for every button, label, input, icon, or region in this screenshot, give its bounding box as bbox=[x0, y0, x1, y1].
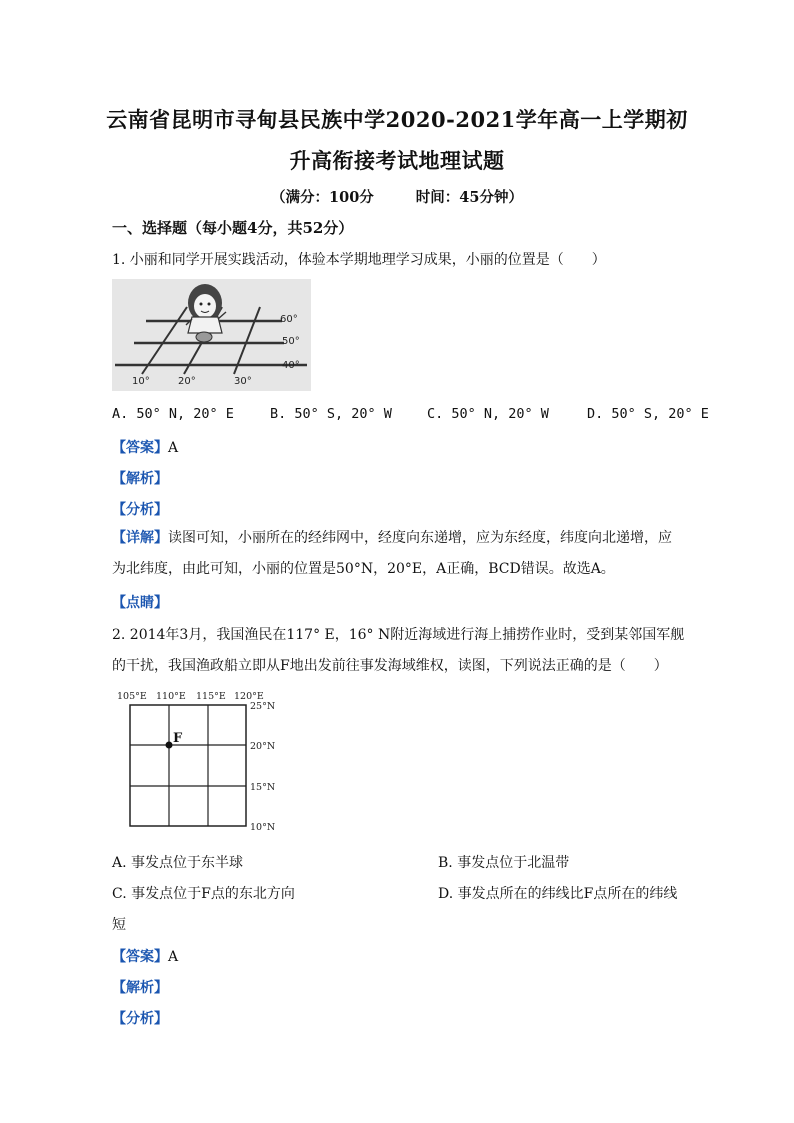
q2-option-d-continued: 短 bbox=[112, 917, 126, 933]
lon-label-105e: 105°E bbox=[117, 691, 147, 702]
section-heading: 一、选择题（每小题4分，共52分） bbox=[112, 219, 354, 237]
lon-label-115e: 115°E bbox=[196, 691, 226, 702]
q1-option-a: A. 50° N, 20° E bbox=[112, 406, 234, 422]
point-f-label: F bbox=[173, 731, 183, 746]
q2-stem-line2: 的干扰，我国渔政船立即从F地出发前往事发海域维权，读图，下列说法正确的是（ ） bbox=[112, 658, 668, 674]
answer-value: A bbox=[168, 440, 179, 456]
lat-label-50: 50° bbox=[282, 336, 300, 347]
answer-tag: 【答案】 bbox=[112, 949, 168, 965]
lat-label-15n: 15°N bbox=[250, 782, 276, 793]
lon-label-110e: 110°E bbox=[156, 691, 186, 702]
full-score: （满分：100分 bbox=[271, 189, 374, 206]
point-f-marker bbox=[166, 742, 173, 749]
q2-analysis-tag: 【解析】 bbox=[112, 980, 168, 996]
lat-label-25n: 25°N bbox=[250, 701, 276, 712]
q2-option-c: C. 事发点位于F点的东北方向 bbox=[112, 886, 295, 902]
q2-option-a: A. 事发点位于东半球 bbox=[112, 855, 244, 871]
q1-stem: 1. 小丽和同学开展实践活动，体验本学期地理学习成果，小丽的位置是（ ） bbox=[112, 252, 606, 268]
lon-label-120e: 120°E bbox=[234, 691, 264, 702]
lat-label-40: 40° bbox=[282, 360, 300, 371]
lon-label-10: 10° bbox=[132, 376, 150, 387]
q1-option-d: D. 50° S, 20° E bbox=[587, 406, 709, 422]
answer-tag: 【答案】 bbox=[112, 440, 168, 456]
detail-tag: 【详解】 bbox=[112, 530, 168, 546]
q2-graticule-figure bbox=[112, 688, 282, 834]
lat-label-10n: 10°N bbox=[250, 822, 276, 833]
q2-fenxi-tag: 【分析】 bbox=[112, 1011, 168, 1027]
q2-option-d: D. 事发点所在的纬线比F点所在的纬线 bbox=[438, 886, 678, 902]
page-title-line1: 云南省昆明市寻甸县民族中学2020-2021学年高一上学期初 bbox=[106, 107, 688, 132]
q1-fenxi-tag: 【分析】 bbox=[112, 502, 168, 518]
q2-answer bbox=[112, 946, 178, 966]
q1-option-c: C. 50° N, 20° W bbox=[427, 406, 549, 422]
grid-border bbox=[130, 705, 246, 826]
lat-label-20n: 20°N bbox=[250, 741, 276, 752]
q1-detail bbox=[112, 523, 684, 585]
q1-dianjing-tag: 【点睛】 bbox=[112, 595, 168, 611]
q1-answer bbox=[112, 437, 178, 457]
lat-label-60: 60° bbox=[280, 314, 298, 325]
exam-meta bbox=[0, 186, 794, 207]
q1-option-b: B. 50° S, 20° W bbox=[270, 406, 392, 422]
q1-graticule-figure bbox=[112, 279, 311, 391]
lon-label-20: 20° bbox=[178, 376, 196, 387]
q2-stem-line1: 2. 2014年3月，我国渔民在117° E，16° N附近海域进行海上捕捞作业时，受到某邻国军舰 bbox=[112, 627, 685, 643]
answer-value: A bbox=[168, 949, 179, 965]
q2-option-b: B. 事发点位于北温带 bbox=[438, 855, 570, 871]
detail-text: 读图可知，小丽所在的经纬网中，经度向东递增，应为东经度，纬度向北递增，应为北纬度，由此可知，小丽的位置是50°N，20°E，A正确，BCD错误。故选A。 bbox=[112, 530, 672, 577]
q1-analysis-tag: 【解析】 bbox=[112, 471, 168, 487]
lon-label-30: 30° bbox=[234, 376, 252, 387]
exam-time: 时间：45分钟） bbox=[415, 189, 523, 206]
page-title-line2: 升高衔接考试地理试题 bbox=[289, 148, 505, 173]
